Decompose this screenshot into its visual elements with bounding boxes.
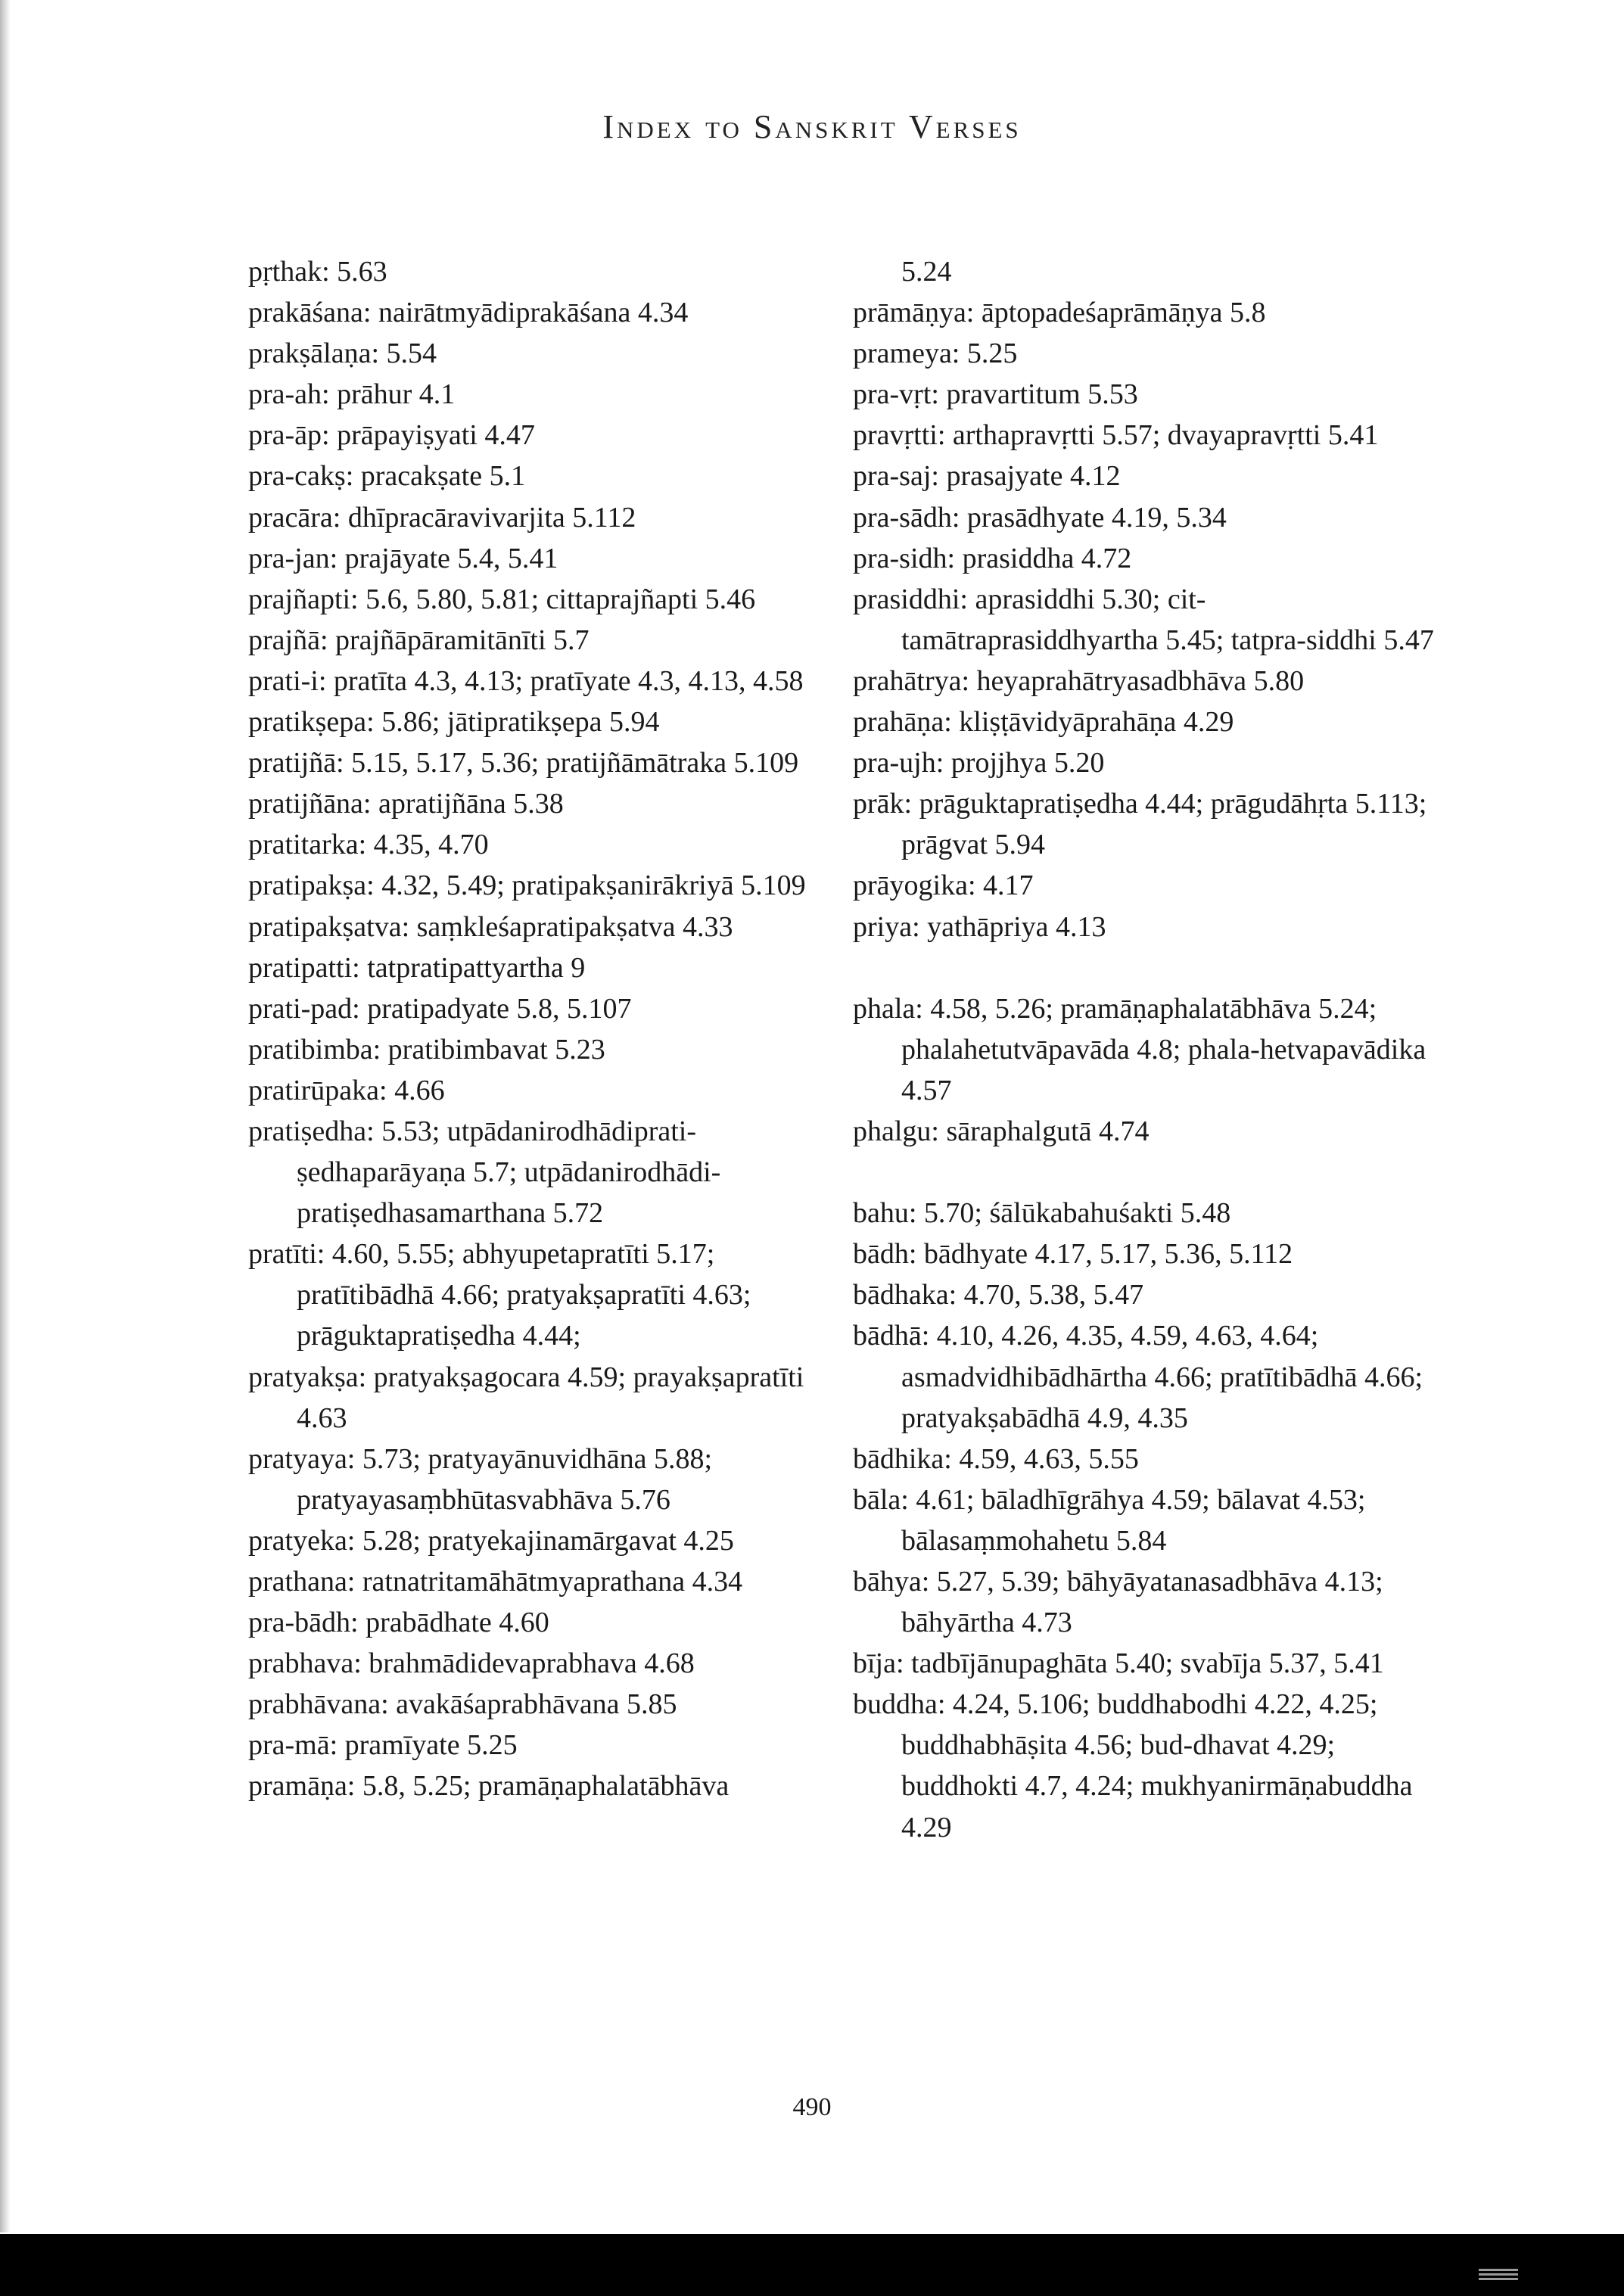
index-column-left (248, 251, 838, 1807)
index-entry: phala: 4.58, 5.26; pramāṇaphalatābhāva 5.24; phalahetutvāpavāda 4.8; phala-hetvapavādika 4.57 (853, 992, 1426, 1106)
index-entry: pratikṣepa: 5.86; jātipratikṣepa 5.94 (248, 706, 660, 739)
index-entry: prabhāvana: avakāśaprabhāvana 5.85 (248, 1688, 677, 1721)
index-entry: bādhika: 4.59, 4.63, 5.55 (853, 1442, 1139, 1475)
index-entry: phalgu: sāraphalgutā 4.74 (853, 1115, 1150, 1147)
index-entry: bāla: 4.61; bāladhīgrāhya 4.59; bālavat 4.53; bālasaṃmohahetu 5.84 (853, 1483, 1366, 1557)
index-entry: prāyogika: 4.17 (853, 870, 1034, 902)
index-entry: priya: yathāpriya 4.13 (853, 910, 1106, 943)
running-header: Index to Sanskrit Verses (602, 108, 1022, 145)
index-entry: pramāṇa: 5.8, 5.25; pramāṇaphalatābhāva (248, 1770, 730, 1803)
index-entry: pracāra: dhīpracāravivarjita 5.112 (248, 501, 636, 534)
index-entry: pratyakṣa: pratyakṣagocara 4.59; prayakṣapratīti 4.63 (248, 1361, 804, 1434)
index-entry: pra-cakṣ: pracakṣate 5.1 (248, 460, 526, 493)
index-entry: bādh: bādhyate 4.17, 5.17, 5.36, 5.112 (853, 1238, 1293, 1271)
index-entry: pratyeka: 5.28; pratyekajinamārgavat 4.25 (248, 1524, 734, 1557)
index-entry: pra-vṛt: pravartitum 5.53 (853, 378, 1138, 411)
index-entry: pratipatti: tatpratipattyartha 9 (248, 951, 586, 984)
index-entry: pratyaya: 5.73; pratyayānuvidhāna 5.88; pratyayasaṃbhūtasvabhāva 5.76 (248, 1442, 713, 1516)
index-entry: prabhava: brahmādidevaprabhava 4.68 (248, 1647, 695, 1680)
index-entry: bādhaka: 4.70, 5.38, 5.47 (853, 1279, 1144, 1311)
index-entry: pra-ah: prāhur 4.1 (248, 378, 456, 411)
letter-group-gap (853, 947, 1458, 988)
scan-bottom-border (0, 2234, 1624, 2296)
index-entry: prameya: 5.25 (853, 338, 1018, 370)
index-entry: pratijñā: 5.15, 5.17, 5.36; pratijñāmātraka 5.109 (248, 747, 799, 779)
index-entry: prāk: prāguktapratiṣedha 4.44; prāgudāhṛta 5.113; prāgvat 5.94 (853, 788, 1427, 861)
index-entry: prahāṇa: kliṣṭāvidyāprahāṇa 4.29 (853, 706, 1234, 739)
index-entry: pratirūpaka: 4.66 (248, 1074, 445, 1106)
index-entry: prati-i: pratīta 4.3, 4.13; pratīyate 4.3, 4.13, 4.58 (248, 664, 804, 697)
index-entry: pravṛtti: arthapravṛtti 5.57; dvayapravṛtti 5.41 (853, 419, 1379, 452)
index-entry: bahu: 5.70; śālūkabahuśakti 5.48 (853, 1197, 1231, 1230)
index-entry: pratipakṣa: 4.32, 5.49; pratipakṣanirākriyā 5.109 (248, 870, 806, 902)
index-column-right (853, 251, 1458, 1848)
scan-edge-shadow (0, 0, 11, 2232)
index-entry: prasiddhi: aprasiddhi 5.30; cit-tamātraprasiddhyartha 5.45; tatpra-siddhi 5.47 (853, 583, 1434, 656)
index-entry: pra-bādh: prabādhate 4.60 (248, 1607, 549, 1639)
index-entry: pra-sidh: prasiddha 4.72 (853, 542, 1132, 574)
index-entry: pṛthak: 5.63 (248, 256, 387, 288)
page-number: 490 (792, 2093, 832, 2121)
index-entry: bāhya: 5.27, 5.39; bāhyāyatanasadbhāva 4.13; bāhyārtha 4.73 (853, 1566, 1383, 1639)
index-entry: prati-pad: pratipadyate 5.8, 5.107 (248, 992, 632, 1025)
index-entry: prajñā: prajñāpāramitānīti 5.7 (248, 624, 590, 656)
index-entry: pratibimba: pratibimbavat 5.23 (248, 1033, 605, 1066)
scanner-mark (1479, 2269, 1518, 2282)
index-entry: prakāśana: nairātmyādiprakāśana 4.34 (248, 297, 689, 329)
index-entry: pra-jan: prajāyate 5.4, 5.41 (248, 542, 558, 574)
index-entry: bīja: tadbījānupaghāta 5.40; svabīja 5.37, 5.41 (853, 1647, 1384, 1680)
index-entry: prakṣālaṇa: 5.54 (248, 338, 437, 370)
index-entry: prahātrya: heyaprahātryasadbhāva 5.80 (853, 664, 1305, 697)
index-entry: pra-saj: prasajyate 4.12 (853, 460, 1121, 493)
index-entry: prathana: ratnatritamāhātmyaprathana 4.34 (248, 1566, 743, 1598)
index-entry: bādhā: 4.10, 4.26, 4.35, 4.59, 4.63, 4.64; asmadvidhibādhārtha 4.66; pratītibādhā 4.66; pratyakṣabādhā 4.9, 4.35 (853, 1320, 1423, 1434)
index-entry-continuation: 5.24 (901, 256, 952, 288)
index-entry: pratitarka: 4.35, 4.70 (248, 829, 489, 861)
index-entry: pratijñāna: apratijñāna 5.38 (248, 788, 564, 820)
index-entry: pra-sādh: prasādhyate 4.19, 5.34 (853, 501, 1227, 534)
index-entry: pra-ujh: projjhya 5.20 (853, 747, 1105, 779)
index-entry: pratiṣedha: 5.53; utpādanirodhādiprati-ṣedhaparāyaṇa 5.7; utpādanirodhādi-pratiṣedhasamarthana 5.72 (248, 1115, 721, 1230)
index-entry: pratīti: 4.60, 5.55; abhyupetapratīti 5.17; pratītibādhā 4.66; pratyakṣapratīti 4.63; prāguktapratiṣedha 4.44; (248, 1238, 751, 1352)
letter-group-gap (853, 1152, 1458, 1193)
index-entry: pra-āp: prāpayiṣyati 4.47 (248, 419, 535, 452)
index-entry: pratipakṣatva: saṃkleśapratipakṣatva 4.33 (248, 910, 733, 943)
index-entry: prāmāṇya: āptopadeśaprāmāṇya 5.8 (853, 297, 1266, 329)
index-entry: prajñapti: 5.6, 5.80, 5.81; cittaprajñapti 5.46 (248, 583, 756, 615)
index-entry: buddha: 4.24, 5.106; buddhabodhi 4.22, 4.25; buddhabhāṣita 4.56; bud-dhavat 4.29; buddhokti 4.7, 4.24; mukhyanirmāṇabuddha 4.29 (853, 1688, 1413, 1843)
index-entry: pra-mā: pramīyate 5.25 (248, 1729, 518, 1762)
